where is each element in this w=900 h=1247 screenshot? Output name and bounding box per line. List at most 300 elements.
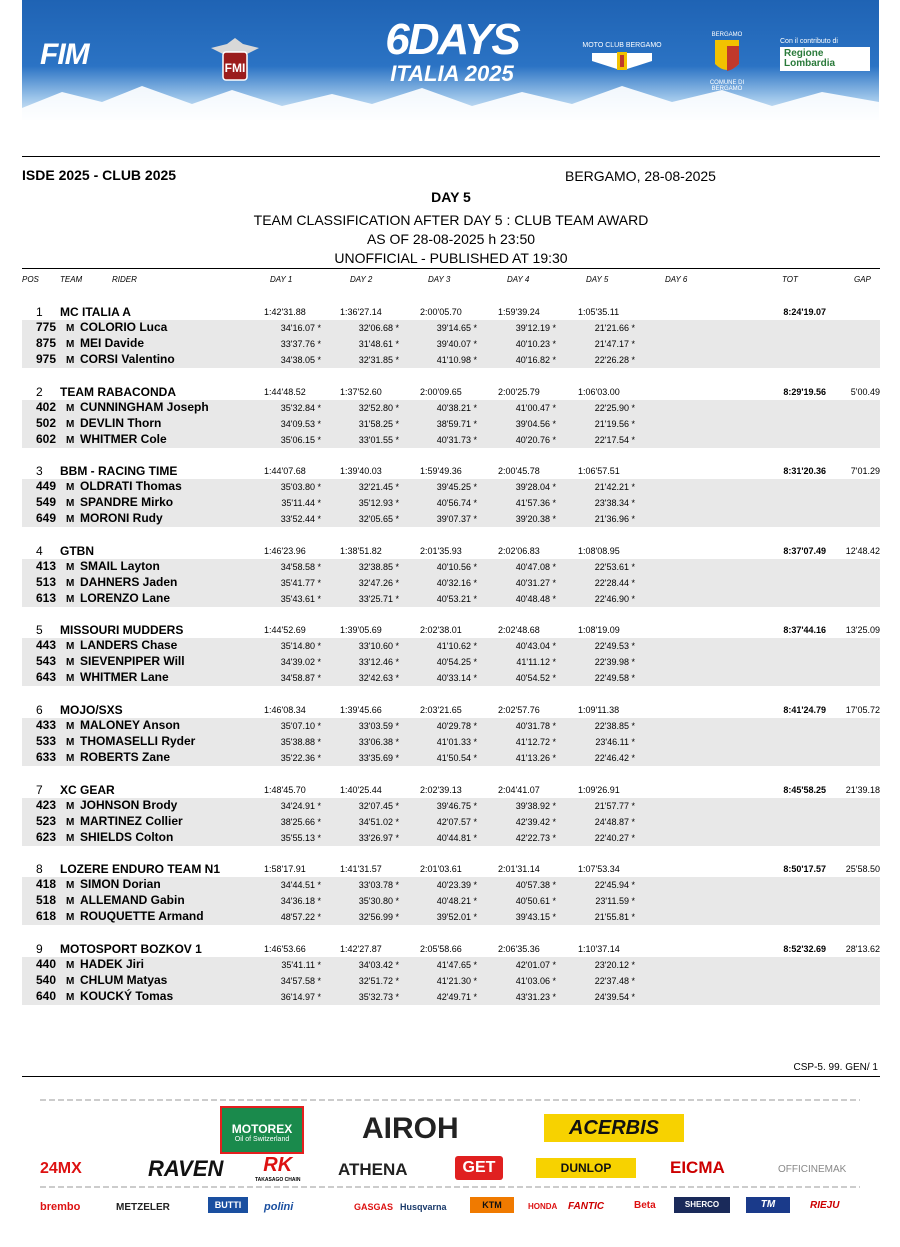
rider-number: 443 xyxy=(35,638,56,652)
rider-day4-time: 40'20.76 * xyxy=(515,435,556,445)
rider-class: M xyxy=(66,801,75,812)
rider-day4-time: 42'22.73 * xyxy=(515,833,556,843)
husqvarna-logo: Husqvarna xyxy=(400,1202,447,1212)
rider-name: OLDRATI Thomas xyxy=(80,479,182,493)
rider-day3-time: 39'14.65 * xyxy=(436,323,477,333)
team-position: 1 xyxy=(36,305,43,319)
rider-day2-time: 31'48.61 * xyxy=(358,339,399,349)
rider-number: 433 xyxy=(35,718,56,732)
rider-number: 402 xyxy=(35,400,56,414)
rider-number: 449 xyxy=(35,479,56,493)
rider-row xyxy=(22,416,880,432)
rider-day2-time: 33'10.60 * xyxy=(358,641,399,651)
rider-class: M xyxy=(66,355,75,366)
rider-row xyxy=(22,432,880,448)
team-total-time: 8:41'24.79 xyxy=(783,705,826,715)
team-row xyxy=(22,543,880,559)
team-day5-time: 1:09'11.38 xyxy=(578,705,620,715)
regione-contribution-label: Con il contributo di xyxy=(780,38,838,45)
rider-day5-time: 21'36.96 * xyxy=(594,514,635,524)
rider-day1-time: 34'16.07 * xyxy=(280,323,321,333)
rider-day1-time: 33'37.76 * xyxy=(280,339,321,349)
rider-day2-time: 33'03.59 * xyxy=(358,721,399,731)
rider-day3-time: 40'32.16 * xyxy=(436,578,477,588)
team-gap: 28'13.62 xyxy=(845,944,880,954)
team-day1-time: 1:46'53.66 xyxy=(264,944,306,954)
rider-number: 518 xyxy=(35,893,56,907)
rider-row xyxy=(22,638,880,654)
team-position: 9 xyxy=(36,942,43,956)
rider-day1-time: 34'36.18 * xyxy=(280,896,321,906)
rider-day2-time: 32'38.85 * xyxy=(358,562,399,572)
rider-day2-time: 32'07.45 * xyxy=(358,801,399,811)
rider-day2-time: 33'03.78 * xyxy=(358,880,399,890)
col-rider: RIDER xyxy=(112,275,137,284)
rider-day5-time: 22'53.61 * xyxy=(594,562,635,572)
rider-class: M xyxy=(66,419,75,430)
rider-name: ROUQUETTE Armand xyxy=(80,909,204,923)
col-team: TEAM xyxy=(60,275,83,284)
rider-class: M xyxy=(66,976,75,987)
rider-name: WHITMER Lane xyxy=(80,670,169,684)
day-title: DAY 5 xyxy=(431,189,471,205)
rider-day3-time: 39'45.25 * xyxy=(436,482,477,492)
rider-name: DEVLIN Thorn xyxy=(80,416,162,430)
rider-name: SIMON Dorian xyxy=(80,877,161,891)
team-row xyxy=(22,304,880,320)
rider-day1-time: 35'32.84 * xyxy=(280,403,321,413)
rider-day5-time: 22'28.44 * xyxy=(594,578,635,588)
rider-row xyxy=(22,654,880,670)
rider-day2-time: 35'30.80 * xyxy=(358,896,399,906)
team-day2-time: 1:39'05.69 xyxy=(340,625,382,635)
rider-day4-time: 39'38.92 * xyxy=(515,801,556,811)
rider-number: 549 xyxy=(35,495,56,509)
team-row xyxy=(22,622,880,638)
rider-class: M xyxy=(66,482,75,493)
honda-logo: HONDA xyxy=(528,1202,558,1211)
rider-day4-time: 39'12.19 * xyxy=(515,323,556,333)
rider-day1-time: 35'14.80 * xyxy=(280,641,321,651)
rider-day3-time: 39'07.37 * xyxy=(436,514,477,524)
team-name: MOTOSPORT BOZKOV 1 xyxy=(60,942,202,956)
rider-number: 523 xyxy=(35,814,56,828)
rider-day4-time: 42'39.42 * xyxy=(515,817,556,827)
team-name: TEAM RABACONDA xyxy=(60,385,176,399)
team-row xyxy=(22,941,880,957)
rider-name: SMAIL Layton xyxy=(80,559,160,573)
event-banner xyxy=(22,0,879,120)
col-day6: DAY 6 xyxy=(665,275,688,284)
team-name: LOZERE ENDURO TEAM N1 xyxy=(60,862,221,876)
rider-number: 502 xyxy=(35,416,56,430)
rider-class: M xyxy=(66,880,75,891)
comune-name-bottom: COMUNE DI BERGAMO xyxy=(709,80,745,92)
ktm-logo: KTM xyxy=(470,1197,514,1213)
team-day2-time: 1:39'40.03 xyxy=(340,466,382,476)
rider-class: M xyxy=(66,721,75,732)
rider-day3-time: 41'01.33 * xyxy=(436,737,477,747)
rider-day5-time: 22'49.58 * xyxy=(594,673,635,683)
fantic-logo: FANTIC xyxy=(568,1201,605,1212)
rider-row xyxy=(22,352,880,368)
rider-name: SPANDRE Mirko xyxy=(80,495,174,509)
rider-day5-time: 21'57.77 * xyxy=(594,801,635,811)
rider-day2-time: 34'51.02 * xyxy=(358,817,399,827)
rk-tagline: TAKASAGO CHAIN xyxy=(255,1177,301,1183)
rider-name: MARTINEZ Collier xyxy=(80,814,183,828)
rider-day3-time: 40'48.21 * xyxy=(436,896,477,906)
24mx-logo: 24MX xyxy=(40,1160,82,1177)
team-day4-time: 2:04'41.07 xyxy=(498,785,540,795)
team-row xyxy=(22,702,880,718)
team-name: GTBN xyxy=(60,544,94,558)
rider-name: DAHNERS Jaden xyxy=(80,575,178,589)
team-day4-time: 2:02'57.76 xyxy=(498,705,540,715)
rider-class: M xyxy=(66,992,75,1003)
team-day4-time: 2:06'35.36 xyxy=(498,944,540,954)
rider-row xyxy=(22,479,880,495)
rider-day2-time: 33'06.38 * xyxy=(358,737,399,747)
rider-day3-time: 39'46.75 * xyxy=(436,801,477,811)
rider-day5-time: 22'40.27 * xyxy=(594,833,635,843)
rider-day4-time: 40'43.04 * xyxy=(515,641,556,651)
col-day4: DAY 4 xyxy=(507,275,530,284)
col-day5: DAY 5 xyxy=(586,275,609,284)
rider-day4-time: 41'57.36 * xyxy=(515,498,556,508)
rider-day2-time: 33'26.97 * xyxy=(358,833,399,843)
team-day3-time: 2:01'35.93 xyxy=(420,546,462,556)
team-position: 6 xyxy=(36,703,43,717)
team-total-time: 8:31'20.36 xyxy=(783,466,826,476)
rider-row xyxy=(22,559,880,575)
rider-number: 633 xyxy=(35,750,56,764)
rider-row xyxy=(22,830,880,846)
rider-day4-time: 39'28.04 * xyxy=(515,482,556,492)
rider-class: M xyxy=(66,594,75,605)
rider-day4-time: 40'10.23 * xyxy=(515,339,556,349)
rider-day3-time: 38'59.71 * xyxy=(436,419,477,429)
officinemak-logo: OFFICINEMAK xyxy=(778,1164,847,1175)
rider-day2-time: 32'42.63 * xyxy=(358,673,399,683)
fim-logo: FIM xyxy=(40,38,89,71)
rider-day2-time: 33'35.69 * xyxy=(358,753,399,763)
rider-day5-time: 21'47.17 * xyxy=(594,339,635,349)
comune-name-top: BERGAMO xyxy=(711,32,743,38)
six-days-subtitle: ITALIA 2025 xyxy=(390,61,514,86)
tm-logo: TM xyxy=(746,1197,790,1213)
team-day3-time: 1:59'49.36 xyxy=(420,466,462,476)
team-day2-time: 1:40'25.44 xyxy=(340,785,382,795)
rider-class: M xyxy=(66,403,75,414)
rider-day4-time: 39'43.15 * xyxy=(515,912,556,922)
rider-day5-time: 24'39.54 * xyxy=(594,992,635,1002)
team-day1-time: 1:48'45.70 xyxy=(264,785,306,795)
rider-number: 418 xyxy=(35,877,56,891)
rider-name: HADEK Jiri xyxy=(80,957,145,971)
rider-number: 440 xyxy=(35,957,56,971)
team-gap: 12'48.42 xyxy=(845,546,880,556)
team-day3-time: 2:01'03.61 xyxy=(420,864,462,874)
rider-day3-time: 40'29.78 * xyxy=(436,721,477,731)
rider-day3-time: 40'31.73 * xyxy=(436,435,477,445)
moto-club-shield-icon xyxy=(587,49,657,73)
athena-logo: ATHENA xyxy=(338,1160,408,1179)
rider-number: 875 xyxy=(35,336,56,350)
footer-code: CSP-5. 99. GEN/ 1 xyxy=(793,1062,878,1073)
rider-day1-time: 34'58.87 * xyxy=(280,673,321,683)
rider-day4-time: 40'50.61 * xyxy=(515,896,556,906)
get-logo: GET xyxy=(455,1156,503,1180)
rider-day3-time: 40'56.74 * xyxy=(436,498,477,508)
rider-day1-time: 35'06.15 * xyxy=(280,435,321,445)
rider-class: M xyxy=(66,578,75,589)
rider-day4-time: 43'31.23 * xyxy=(515,992,556,1002)
rider-day3-time: 41'47.65 * xyxy=(436,960,477,970)
rider-number: 533 xyxy=(35,734,56,748)
team-day3-time: 2:02'39.13 xyxy=(420,785,462,795)
rider-row xyxy=(22,511,880,527)
team-row xyxy=(22,463,880,479)
team-day4-time: 2:00'45.78 xyxy=(498,466,540,476)
metzeler-logo: METZELER xyxy=(116,1202,170,1213)
rider-number: 602 xyxy=(35,432,56,446)
col-day1: DAY 1 xyxy=(270,275,293,284)
rider-day2-time: 32'51.72 * xyxy=(358,976,399,986)
rider-day2-time: 35'12.93 * xyxy=(358,498,399,508)
rider-number: 975 xyxy=(35,352,56,366)
rider-day5-time: 22'17.54 * xyxy=(594,435,635,445)
rider-row xyxy=(22,400,880,416)
rider-class: M xyxy=(66,435,75,446)
team-name: BBM - RACING TIME xyxy=(60,464,178,478)
rider-number: 413 xyxy=(35,559,56,573)
rider-class: M xyxy=(66,498,75,509)
team-day5-time: 1:06'57.51 xyxy=(578,466,620,476)
rider-day1-time: 35'22.36 * xyxy=(280,753,321,763)
rider-name: LORENZO Lane xyxy=(80,591,171,605)
rider-day3-time: 40'44.81 * xyxy=(436,833,477,843)
team-day5-time: 1:08'19.09 xyxy=(578,625,620,635)
rider-day5-time: 24'48.87 * xyxy=(594,817,635,827)
team-day2-time: 1:42'27.87 xyxy=(340,944,382,954)
city-crest-icon xyxy=(712,38,742,78)
rider-day1-time: 34'58.58 * xyxy=(280,562,321,572)
rider-number: 775 xyxy=(35,320,56,334)
team-day3-time: 2:05'58.66 xyxy=(420,944,462,954)
gasgas-logo: GASGAS xyxy=(354,1202,394,1212)
rider-day5-time: 22'46.42 * xyxy=(594,753,635,763)
rider-class: M xyxy=(66,737,75,748)
rider-day1-time: 35'41.11 * xyxy=(281,960,321,970)
rider-row xyxy=(22,320,880,336)
rider-day5-time: 21'19.56 * xyxy=(594,419,635,429)
sherco-logo: SHERCO xyxy=(674,1197,730,1213)
team-day2-time: 1:39'45.66 xyxy=(340,705,382,715)
rider-class: M xyxy=(66,673,75,684)
team-position: 2 xyxy=(36,385,43,399)
rider-row xyxy=(22,957,880,973)
rider-day2-time: 32'52.80 * xyxy=(358,403,399,413)
rider-row xyxy=(22,814,880,830)
rider-class: M xyxy=(66,323,75,334)
team-name: XC GEAR xyxy=(60,783,115,797)
team-total-time: 8:50'17.57 xyxy=(783,864,826,874)
rider-day1-time: 34'24.91 * xyxy=(280,801,321,811)
rider-day3-time: 40'23.39 * xyxy=(436,880,477,890)
rider-day3-time: 40'53.21 * xyxy=(436,594,477,604)
team-gap: 21'39.18 xyxy=(845,785,880,795)
acerbis-logo: ACERBIS xyxy=(544,1114,684,1142)
team-day2-time: 1:41'31.57 xyxy=(340,864,382,874)
team-name: MC ITALIA A xyxy=(60,305,131,319)
top-rule xyxy=(22,156,880,157)
comune-bergamo-logo xyxy=(697,32,757,92)
rider-row xyxy=(22,750,880,766)
rider-day3-time: 41'21.30 * xyxy=(436,976,477,986)
rider-day2-time: 33'12.46 * xyxy=(358,657,399,667)
rider-day3-time: 39'40.07 * xyxy=(436,339,477,349)
rider-day3-time: 39'52.01 * xyxy=(436,912,477,922)
rider-day1-time: 35'11.44 * xyxy=(281,498,321,508)
team-day1-time: 1:44'52.69 xyxy=(264,625,306,635)
rider-number: 513 xyxy=(35,575,56,589)
airoh-logo: AIROH xyxy=(362,1112,459,1145)
col-day3: DAY 3 xyxy=(428,275,451,284)
team-total-time: 8:37'44.16 xyxy=(783,625,826,635)
rider-day1-time: 48'57.22 * xyxy=(280,912,321,922)
rider-day3-time: 40'54.25 * xyxy=(436,657,477,667)
rider-day1-time: 35'38.88 * xyxy=(280,737,321,747)
rieju-logo: RIEJU xyxy=(810,1200,840,1211)
team-total-time: 8:37'07.49 xyxy=(783,546,826,556)
rider-row xyxy=(22,973,880,989)
rider-row xyxy=(22,798,880,814)
rider-name: MORONI Rudy xyxy=(80,511,163,525)
rider-day5-time: 21'42.21 * xyxy=(594,482,635,492)
raven-logo: RAVEN xyxy=(148,1156,224,1181)
col-pos: POS xyxy=(22,275,39,284)
rk-name: RK xyxy=(263,1154,293,1176)
motorex-logo xyxy=(220,1106,304,1154)
rider-day4-time: 41'13.26 * xyxy=(515,753,556,763)
rider-class: M xyxy=(66,833,75,844)
rider-day1-time: 34'44.51 * xyxy=(280,880,321,890)
team-gap: 25'58.50 xyxy=(845,864,880,874)
team-day5-time: 1:06'03.00 xyxy=(578,387,620,397)
rider-name: CORSI Valentino xyxy=(80,352,175,366)
place-date: BERGAMO, 28-08-2025 xyxy=(565,168,716,184)
rider-day1-time: 35'41.77 * xyxy=(280,578,321,588)
team-day5-time: 1:05'35.11 xyxy=(578,307,620,317)
team-day1-time: 1:46'08.34 xyxy=(264,705,306,715)
rider-day2-time: 32'31.85 * xyxy=(358,355,399,365)
rider-day5-time: 22'26.28 * xyxy=(594,355,635,365)
rider-day2-time: 32'21.45 * xyxy=(358,482,399,492)
rider-day5-time: 23'46.11 * xyxy=(595,737,635,747)
team-position: 5 xyxy=(36,623,43,637)
team-day5-time: 1:09'26.91 xyxy=(578,785,620,795)
rider-name: WHITMER Cole xyxy=(80,432,167,446)
rider-day2-time: 32'05.65 * xyxy=(358,514,399,524)
rider-day4-time: 40'47.08 * xyxy=(515,562,556,572)
rider-class: M xyxy=(66,641,75,652)
team-position: 4 xyxy=(36,544,43,558)
rider-day1-time: 35'03.80 * xyxy=(280,482,321,492)
team-row xyxy=(22,782,880,798)
team-row xyxy=(22,861,880,877)
rider-number: 640 xyxy=(35,989,56,1003)
team-total-time: 8:52'32.69 xyxy=(783,944,826,954)
rider-day1-time: 35'55.13 * xyxy=(280,833,321,843)
team-position: 3 xyxy=(36,464,43,478)
rider-day4-time: 40'48.48 * xyxy=(515,594,556,604)
rider-day1-time: 38'25.66 * xyxy=(280,817,321,827)
rider-row xyxy=(22,575,880,591)
rider-day2-time: 35'32.73 * xyxy=(358,992,399,1002)
regione-lombardia-logo xyxy=(780,38,870,71)
team-day2-time: 1:37'52.60 xyxy=(340,387,382,397)
team-day3-time: 2:03'21.65 xyxy=(420,705,462,715)
rider-row xyxy=(22,670,880,686)
rider-day5-time: 22'37.48 * xyxy=(594,976,635,986)
rider-row xyxy=(22,591,880,607)
rider-day5-time: 23'20.12 * xyxy=(594,960,635,970)
brembo-logo: brembo xyxy=(40,1201,81,1213)
moto-club-bergamo-logo xyxy=(582,42,662,75)
rider-row xyxy=(22,718,880,734)
rider-day4-time: 40'31.78 * xyxy=(515,721,556,731)
eicma-logo: EICMA xyxy=(670,1158,725,1177)
team-day4-time: 2:01'31.14 xyxy=(498,864,540,874)
rider-day1-time: 34'38.05 * xyxy=(280,355,321,365)
team-day1-time: 1:44'07.68 xyxy=(264,466,306,476)
header-rule xyxy=(22,268,880,269)
rider-number: 649 xyxy=(35,511,56,525)
rider-class: M xyxy=(66,896,75,907)
rider-row xyxy=(22,877,880,893)
rider-name: MALONEY Anson xyxy=(80,718,181,732)
team-day4-time: 2:02'06.83 xyxy=(498,546,540,556)
col-tot: TOT xyxy=(782,275,798,284)
team-name: MISSOURI MUDDERS xyxy=(60,623,184,637)
team-day3-time: 2:00'05.70 xyxy=(420,307,462,317)
fmi-logo xyxy=(207,30,263,86)
rider-day5-time: 21'55.81 * xyxy=(594,912,635,922)
rider-day2-time: 32'56.99 * xyxy=(358,912,399,922)
rk-logo xyxy=(255,1154,300,1183)
classification-title: TEAM CLASSIFICATION AFTER DAY 5 : CLUB TEAM AWARD xyxy=(253,212,649,228)
team-row xyxy=(22,384,880,400)
rider-name: THOMASELLI Ryder xyxy=(80,734,196,748)
rider-day2-time: 31'58.25 * xyxy=(358,419,399,429)
rider-day4-time: 41'12.72 * xyxy=(515,737,556,747)
rider-day1-time: 35'07.10 * xyxy=(280,721,321,731)
rider-row xyxy=(22,734,880,750)
rider-day3-time: 40'33.14 * xyxy=(436,673,477,683)
rider-day5-time: 22'46.90 * xyxy=(594,594,635,604)
rider-day4-time: 41'03.06 * xyxy=(515,976,556,986)
team-day3-time: 2:00'09.65 xyxy=(420,387,462,397)
team-gap: 7'01.29 xyxy=(850,466,880,476)
team-gap: 5'00.49 xyxy=(850,387,880,397)
rider-day4-time: 40'31.27 * xyxy=(515,578,556,588)
rider-name: CHLUM Matyas xyxy=(80,973,168,987)
rider-name: MEI Davide xyxy=(80,336,145,350)
rider-day3-time: 42'07.57 * xyxy=(436,817,477,827)
rider-class: M xyxy=(66,562,75,573)
rider-day2-time: 32'06.68 * xyxy=(358,323,399,333)
